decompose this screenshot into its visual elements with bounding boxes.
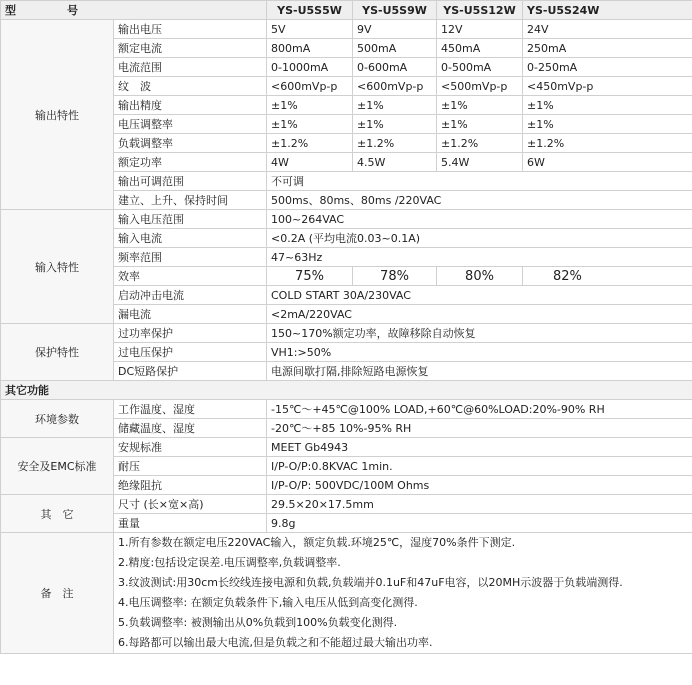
cell: ±1%: [267, 96, 353, 115]
group-input: 输入特性: [1, 210, 114, 324]
cell: ±1.2%: [353, 134, 437, 153]
row-label: 过电压保护: [114, 343, 267, 362]
cell: ±1.2%: [437, 134, 523, 153]
row-label: 安规标准: [114, 438, 267, 457]
model-name: YS-U5S24W: [523, 1, 692, 20]
cell: I/P-O/P: 500VDC/100M Ohms: [267, 476, 692, 495]
group-other: 其 它: [1, 495, 114, 533]
row-label: 额定电流: [114, 39, 267, 58]
cell: -15℃～+45℃@100% LOAD,+60℃@60%LOAD:20%-90% RH: [267, 400, 692, 419]
row-label: 过功率保护: [114, 324, 267, 343]
row-label: 输出电压: [114, 20, 267, 39]
cell: COLD START 30A/230VAC: [267, 286, 692, 305]
row-label: 效率: [114, 267, 267, 286]
group-remarks: 备 注: [1, 533, 114, 654]
cell: ±1%: [437, 115, 523, 134]
notes-cell: [114, 533, 692, 654]
row-label: 频率范围: [114, 248, 267, 267]
cell: <2mA/220VAC: [267, 305, 692, 324]
cell: ±1%: [523, 96, 692, 115]
cell: 47~63Hz: [267, 248, 692, 267]
row-label: 负载调整率: [114, 134, 267, 153]
row-label: 启动冲击电流: [114, 286, 267, 305]
table-row: [1, 533, 692, 654]
row-label: 尺寸 (长×宽×高): [114, 495, 267, 514]
cell: 450mA: [437, 39, 523, 58]
cell: -20℃～+85 10%-95% RH: [267, 419, 692, 438]
cell: <0.2A (平均电流0.03~0.1A): [267, 229, 692, 248]
row-label: 电流范围: [114, 58, 267, 77]
cell: ±1%: [267, 115, 353, 134]
cell: 电源间歇打隔,排除短路电源恢复: [267, 362, 692, 381]
row-label: 纹 波: [114, 77, 267, 96]
cell: 9V: [353, 20, 437, 39]
cell: 4W: [267, 153, 353, 172]
row-label: 输出精度: [114, 96, 267, 115]
cell: MEET Gb4943: [267, 438, 692, 457]
cell: ±1.2%: [267, 134, 353, 153]
model-name: YS-U5S9W: [353, 1, 437, 20]
cell: I/P-O/P:0.8KVAC 1min.: [267, 457, 692, 476]
cell: 250mA: [523, 39, 692, 58]
cell: 24V: [523, 20, 692, 39]
row-label: 额定功率: [114, 153, 267, 172]
cell: ±1%: [437, 96, 523, 115]
cell: ±1%: [353, 96, 437, 115]
table-row: [1, 438, 692, 457]
cell: 12V: [437, 20, 523, 39]
cell: 80%: [437, 267, 523, 286]
cell: VH1:>50%: [267, 343, 692, 362]
cell: 5.4W: [437, 153, 523, 172]
cell: 500mA: [353, 39, 437, 58]
group-safety-emc: 安全及EMC标准: [1, 438, 114, 495]
group-protection: 保护特性: [1, 324, 114, 381]
cell: 0-500mA: [437, 58, 523, 77]
header-row: [1, 1, 692, 20]
cell: ±1.2%: [523, 134, 692, 153]
row-label: 绝缘阻抗: [114, 476, 267, 495]
cell: 150~170%额定功率，故障移除自动恢复: [267, 324, 692, 343]
row-label: 输入电压范围: [114, 210, 267, 229]
group-environment: 环境参数: [1, 400, 114, 438]
cell: 500ms、80ms、80ms /220VAC: [267, 191, 692, 210]
model-name: YS-U5S5W: [267, 1, 353, 20]
row-label: 建立、上升、保持时间: [114, 191, 267, 210]
cell: <600mVp-p: [267, 77, 353, 96]
cell: 29.5×20×17.5mm: [267, 495, 692, 514]
row-label: 输入电流: [114, 229, 267, 248]
note-line: 4.电压调整率: 在额定负载条件下,输入电压从低到高变化测得.: [118, 596, 418, 609]
row-label: 储藏温度、湿度: [114, 419, 267, 438]
cell: <450mVp-p: [523, 77, 692, 96]
row-label: 耐压: [114, 457, 267, 476]
note-line: 2.精度:包括设定误差.电压调整率,负载调整率.: [118, 556, 341, 569]
table-row: [1, 495, 692, 514]
row-label: DC短路保护: [114, 362, 267, 381]
cell: 不可调: [267, 172, 692, 191]
row-label: 漏电流: [114, 305, 267, 324]
model-name: YS-U5S12W: [437, 1, 523, 20]
model-label: 型 号: [1, 1, 267, 20]
table-row: [1, 381, 692, 400]
row-label: 输出可调范围: [114, 172, 267, 191]
cell: 100~264VAC: [267, 210, 692, 229]
note-line: 5.负载调整率: 被测输出从0%负载到100%负载变化测得.: [118, 616, 398, 629]
row-label: 电压调整率: [114, 115, 267, 134]
cell: <600mVp-p: [353, 77, 437, 96]
note-line: 1.所有参数在额定电压220VAC输入，额定负载.环境25℃，湿度70%条件下测定.: [118, 536, 516, 549]
cell: ±1%: [523, 115, 692, 134]
cell: 4.5W: [353, 153, 437, 172]
cell: 6W: [523, 153, 692, 172]
cell: ±1%: [353, 115, 437, 134]
table-row: [1, 400, 692, 419]
cell: 82%: [523, 267, 692, 286]
cell: 800mA: [267, 39, 353, 58]
cell: 0-1000mA: [267, 58, 353, 77]
note-line: 3.纹波测试:用30cm长绞线连接电源和负载,负载端并0.1uF和47uF电容，以20MH示波器于负载端测得.: [118, 576, 623, 589]
cell: 78%: [353, 267, 437, 286]
row-label: 重量: [114, 514, 267, 533]
group-output: 输出特性: [1, 20, 114, 210]
section-other-functions: 其它功能: [1, 381, 692, 400]
table-row: [1, 210, 692, 229]
cell: <500mVp-p: [437, 77, 523, 96]
cell: 75%: [267, 267, 353, 286]
row-label: 工作温度、湿度: [114, 400, 267, 419]
table-row: [1, 324, 692, 343]
cell: 5V: [267, 20, 353, 39]
cell: 9.8g: [267, 514, 692, 533]
cell: 0-600mA: [353, 58, 437, 77]
cell: 0-250mA: [523, 58, 692, 77]
table-row: [1, 20, 692, 39]
note-line: 6.每路都可以输出最大电流,但是负载之和不能超过最大输出功率.: [118, 636, 433, 649]
